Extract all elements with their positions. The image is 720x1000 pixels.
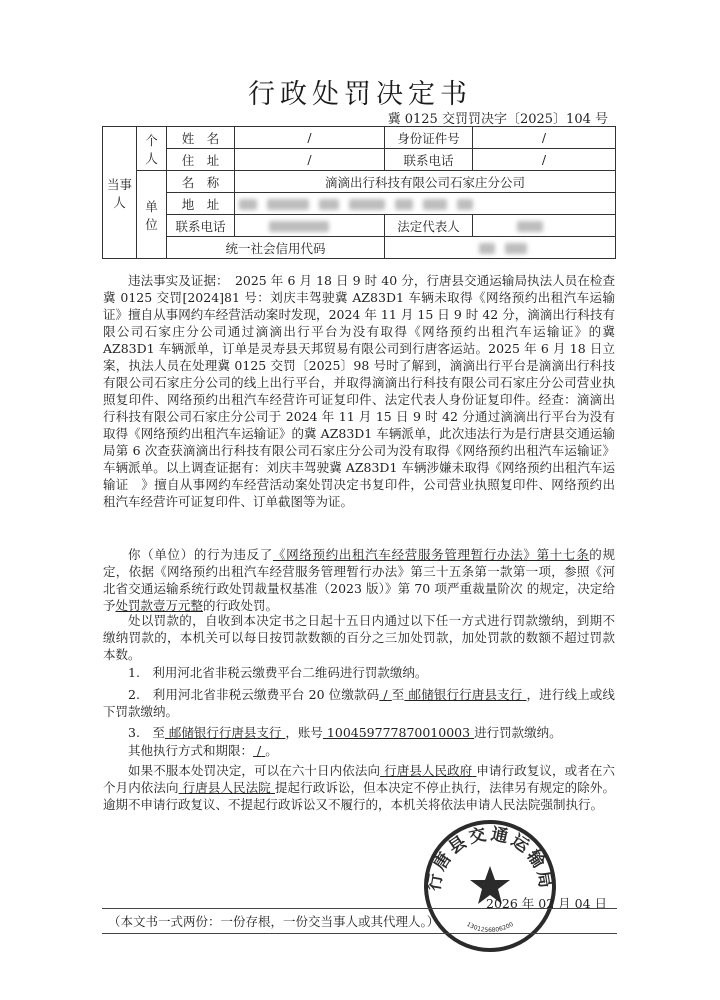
unit-name-label: 名 称	[167, 171, 235, 193]
document-title: 行政处罚决定书	[248, 79, 472, 110]
bank-name-2: 邮储银行行唐县支行	[408, 687, 523, 702]
address-value: /	[235, 149, 385, 171]
unit-phone-label: 联系电话	[167, 215, 235, 237]
penalty-decision: 处罚款壹万元整	[115, 598, 204, 613]
unit-label: 单位	[137, 171, 167, 259]
name-label: 姓 名	[167, 127, 235, 149]
unit-phone-redacted	[235, 215, 385, 237]
document-number: 冀 0125 交罚罚决字〔2025〕104 号	[387, 112, 608, 127]
name-value: /	[235, 127, 385, 149]
address-label: 住 址	[167, 149, 235, 171]
legal-rep-label: 法定代表人	[385, 215, 473, 237]
appeal-court: 行唐县人民法院	[182, 780, 271, 795]
payment-paragraph: 处以罚款的，自收到本决定书之日起十五日内通过以下任一方式进行罚款缴纳，到期不缴纳罚款的，本机关可以每日按罚款数额的百分之三加处罚款，加处罚款的数额不超过罚款本数。	[103, 613, 615, 662]
payment-method-3: 3. 至 邮储银行行唐县支行 ，账号 100459777870010003 进行罚款缴纳。	[128, 725, 562, 740]
bank-name-3: 邮储银行行唐县支行	[168, 725, 282, 740]
credit-code-redacted	[385, 237, 616, 259]
payment-method-1: 1. 利用河北省非税云缴费平台二维码进行罚款缴纳。	[128, 665, 428, 680]
payment-code: /	[383, 687, 388, 702]
facts-paragraph: 违法事实及证据： 2025 年 6 月 18 日 9 时 40 分，行唐县交通运输局执法人员在检查冀 0125 交罚[2024]81 号：刘庆丰驾驶冀 AZ83D1 车辆未取得《网络预约出租汽车运输证》擅自从事网约车经营活动案时发现，2024 年 11 月 15 日 9 时 42 分，滴滴出行科技有限公司石家庄分公司通过滴滴出行平台为没有取得《网络预约出租汽车运输证》的冀 AZ83D1 车辆派单，订单是灵寿县天邦贸易有限公司到行唐客运站。2025 年 6 月 18 日立案，执法人员在处理冀 0125 交罚〔2025〕98 号时了解到，滴滴出行平台是滴滴出行科技有限公司石家庄分公司的线上出行平台，并取得滴滴出行科技有限公司石家庄分公司营业执照复印件、网络预约出租汽车经营许可证复印件、法定代表人身份证复印件。经查：滴滴出行科技有限公司石家庄分公司于 2024 年 11 月 15 日 9 时 42 分通过滴滴出行平台为没有取得《网络预约出租汽车运输证》的冀 AZ83D1 车辆派单，此次违法行为是行唐县交通运输局第 6 次查获滴滴出行科技有限公司石家庄分公司为没有取得《网络预约出租汽车运输证》车辆派单。以上调查证据有：刘庆丰驾驶冀 AZ83D1 车辆涉嫌未取得《网络预约出租汽车运输证 》擅自从事网约车经营活动案处罚决定书复印件，公司营业执照复印件、网络预约出租汽车经营许可证复印件、订单截图等为证。	[103, 273, 615, 509]
footer-note: （本文书一式两份：一份存根，一份交当事人或其代理人。）	[108, 914, 440, 929]
bank-account: 100459777870010003	[326, 725, 471, 740]
other-method: 其他执行方式和期限： / 。	[128, 743, 278, 758]
footer-rule-bottom	[102, 933, 617, 934]
phone-label: 联系电话	[385, 149, 473, 171]
appeal-government: 行唐县人民政府	[384, 763, 473, 778]
id-label: 身份证件号	[385, 127, 473, 149]
party-info-table	[102, 126, 616, 259]
violation-paragraph: 你（单位）的行为违反了《网络预约出租汽车经营服务管理暂行办法》第十七条的规定，依据《网络预约出租汽车经营服务管理暂行办法》第三十五条第一款第一项，参照《河北省交通运输系统行政处罚裁量权基准（2023 版）》第 70 项严重裁量阶次 的规定，决定给予处罚款壹万元整的行政处罚。	[103, 547, 615, 613]
issue-date: 2026 年 02 月 04 日	[486, 896, 607, 911]
legal-rep-redacted	[473, 215, 616, 237]
party-side-label: 当事人	[103, 127, 137, 259]
other-method-value: /	[257, 743, 262, 758]
payment-method-2: 2. 利用河北省非税云缴费平台 20 位缴款码 / 至 邮储银行行唐县支行 ，进行线上或线下罚款缴纳。	[103, 687, 615, 719]
violated-law: 《网络预约出租汽车经营服务管理暂行办法》第十七条	[272, 547, 590, 562]
seal-text: 行唐县交通运输局	[424, 824, 556, 893]
phone-value: /	[473, 149, 616, 171]
unit-address-redacted	[235, 193, 616, 215]
credit-code-label: 统一社会信用代码	[167, 237, 385, 259]
individual-label: 个人	[137, 127, 167, 171]
appeal-paragraph: 如果不服本处罚决定，可以在六十日内依法向 行唐县人民政府 申请行政复议，或者在六个月内依法向 行唐县人民法院 提起行政诉讼，但本决定不停止执行，法律另有规定的除外。逾期不申请行政复议、不提起行政诉讼又不履行的，本机关将依法申请人民法院强制执行。	[103, 763, 615, 812]
unit-address-label: 地 址	[167, 193, 235, 215]
id-value: /	[473, 127, 616, 149]
footer-rule-top	[102, 908, 617, 909]
unit-name-value: 滴滴出行科技有限公司石家庄分公司	[235, 171, 616, 193]
seal-number: 1301256806200	[465, 920, 515, 935]
